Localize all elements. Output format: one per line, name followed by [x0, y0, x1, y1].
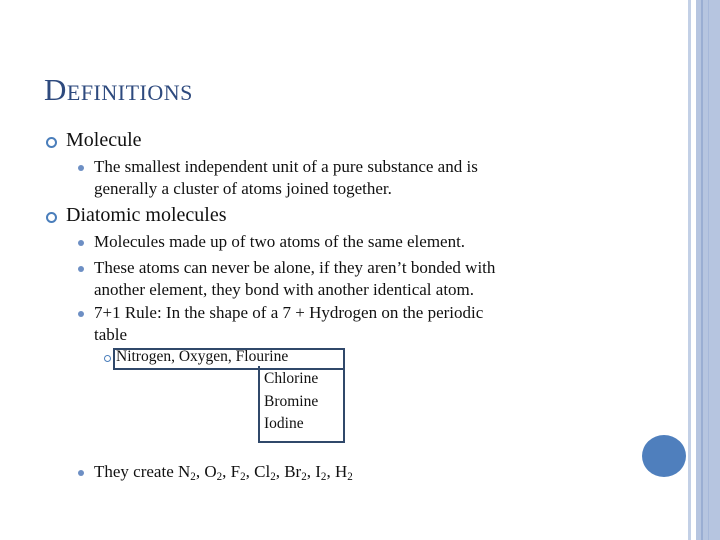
- formula-subscript: 2: [190, 470, 196, 483]
- formula-symbol: H: [334, 462, 348, 481]
- bullet-icon: [78, 266, 84, 272]
- slide-title: Definitions: [44, 72, 193, 107]
- formula-list: [178, 462, 353, 481]
- formula: $Br_2$,: [284, 462, 316, 483]
- formula-symbol: Cl: [254, 462, 271, 481]
- formula-symbol: F: [230, 462, 241, 481]
- bullet-text: another element, they bond with another identical atom.: [94, 280, 475, 299]
- formula-symbol: N: [178, 462, 191, 481]
- decorative-circle: [642, 435, 686, 477]
- formula: $O_2$,: [204, 462, 231, 483]
- formula-subscript: 2: [320, 470, 327, 483]
- element-bromine: Bromine: [264, 393, 319, 410]
- element-list: Nitrogen, Oxygen, Flourine: [116, 348, 289, 365]
- bullet-icon: [46, 212, 57, 223]
- bullet-diatomic: Diatomic molecules: [66, 204, 227, 226]
- formula: $I_2$,: [315, 462, 335, 483]
- formula-subscript: 2: [216, 470, 223, 483]
- formula-symbol: O: [204, 462, 217, 481]
- formula-symbol: Br: [284, 462, 302, 481]
- bullet-text: Molecules made up of two atoms of the same element.: [94, 232, 466, 251]
- border-line: [701, 0, 703, 540]
- formula-subscript: 2: [270, 470, 276, 483]
- formula-line: [94, 462, 353, 483]
- bullet-text: These atoms can never be alone, if they aren’t bonded with: [94, 258, 496, 277]
- bullet-text: table: [94, 325, 128, 344]
- bullet-icon: [78, 165, 84, 171]
- formula: $N_2$,: [178, 462, 205, 483]
- border-line: [708, 0, 709, 540]
- bullet-text: The smallest independent unit of a pure substance and is: [94, 157, 478, 176]
- bullet-icon: [46, 137, 57, 148]
- bullet-icon: [78, 311, 84, 317]
- bullet-icon: [78, 240, 84, 246]
- bullet-molecule: Molecule: [66, 129, 142, 151]
- formula: $Cl_2$,: [254, 462, 285, 483]
- element-chlorine: Chlorine: [264, 370, 319, 387]
- bullet-text: 7+1 Rule: In the shape of a 7 + Hydrogen on the periodic: [94, 303, 484, 322]
- bullet-icon: [104, 355, 111, 362]
- formula-subscript: 2: [347, 470, 353, 483]
- formula-prefix: They create: [94, 462, 178, 481]
- formula-symbol: I: [315, 462, 321, 481]
- formula-subscript: 2: [240, 470, 246, 483]
- formula: [335, 462, 353, 481]
- element-iodine: Iodine: [264, 415, 304, 432]
- bullet-icon: [78, 470, 84, 476]
- border-stripe: [688, 0, 691, 540]
- bullet-text: generally a cluster of atoms joined together.: [94, 179, 392, 198]
- formula: $F_2$,: [230, 462, 255, 483]
- formula-subscript: 2: [301, 470, 307, 483]
